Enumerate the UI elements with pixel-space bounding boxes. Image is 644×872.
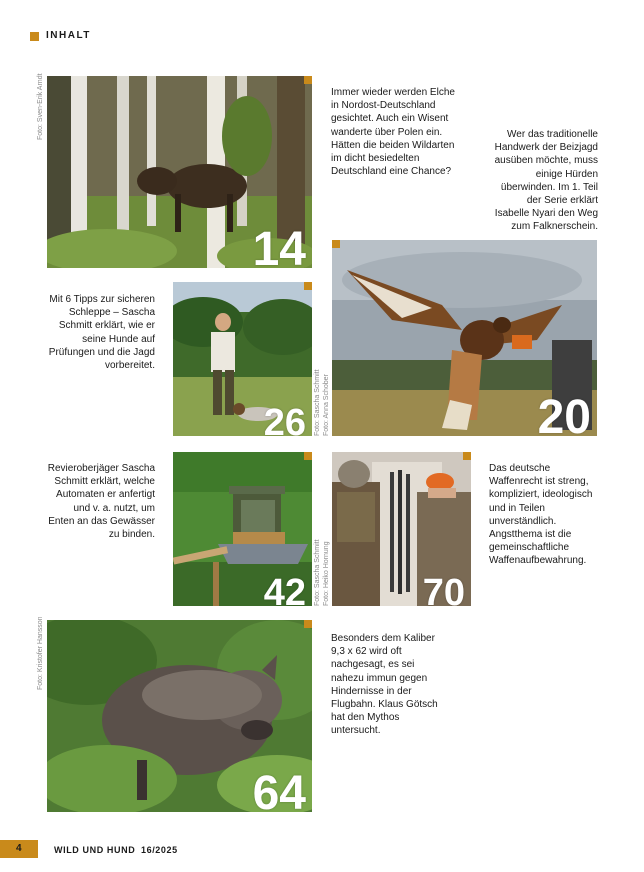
- teaser-line: überwinden. Im 1. Teil: [500, 181, 598, 193]
- teaser-line: wanderte über Polen ein.: [331, 126, 443, 138]
- photo-duck-feeder[interactable]: [173, 452, 312, 606]
- accent-corner: [304, 282, 312, 290]
- photo-gun-safe[interactable]: [332, 452, 471, 606]
- section-marker: [30, 32, 39, 41]
- teaser-line: Hätten die beiden Wildarten: [331, 139, 455, 151]
- teaser-line: und in Teilen: [489, 502, 545, 514]
- accent-corner: [332, 240, 340, 248]
- teaser-line: Prüfungen und die Jagd: [48, 346, 155, 358]
- teaser-line: einige Hürden: [535, 168, 598, 180]
- teaser-line: Isabelle Nyari den Weg: [494, 208, 598, 220]
- teaser-line: Mit 6 Tipps zur sicheren: [49, 294, 155, 305]
- teaser-line: Waffenrecht ist streng,: [489, 476, 589, 488]
- teaser-line: Schleppe – Sascha: [68, 307, 155, 319]
- accent-corner: [304, 452, 312, 460]
- footer-magazine-name: WILD UND HUND: [54, 845, 136, 855]
- teaser-line: zum Falknerschein.: [511, 221, 598, 233]
- article-teaser-42: [48, 462, 155, 541]
- article-teaser-20: [495, 128, 598, 234]
- footer-issue: 16/2025: [141, 845, 178, 855]
- page-number-20: 20: [537, 391, 591, 436]
- photo-credit: Foto: Sascha Schmitt: [314, 539, 321, 606]
- teaser-line: Besonders dem Kaliber: [331, 633, 435, 644]
- teaser-line: Automaten er anfertigt: [56, 489, 155, 501]
- teaser-line: und v. a. nutzt, um: [73, 502, 155, 514]
- teaser-line: Angstthema ist die: [489, 529, 572, 541]
- page-number-14: 14: [252, 223, 306, 268]
- teaser-line: in Nordost-Deutschland: [331, 100, 436, 112]
- photo-moose[interactable]: [47, 76, 312, 268]
- photo-wild-boar[interactable]: [47, 620, 312, 812]
- photo-credit: Foto: Anna Schober: [323, 374, 330, 436]
- page-number-26: 26: [263, 402, 306, 436]
- teaser-line: Deutschland eine Chance?: [331, 166, 452, 178]
- teaser-line: hat den Mythos: [331, 712, 400, 724]
- teaser-line: vorbereitet.: [104, 360, 155, 372]
- accent-corner: [304, 620, 312, 628]
- photo-credit: Foto: Kristofer Hansson: [37, 616, 44, 690]
- teaser-line: Handwerk der Beizjagd: [494, 142, 598, 154]
- teaser-line: untersucht.: [331, 725, 381, 737]
- footer-page-number: 4: [16, 843, 22, 854]
- teaser-line: Schmitt erklärt, wie er: [58, 320, 155, 332]
- teaser-line: unverständlich.: [489, 515, 557, 527]
- teaser-line: seine Hunde auf: [82, 333, 155, 345]
- teaser-line: nachgesagt, es sei: [331, 659, 415, 671]
- article-teaser-26: [49, 293, 155, 372]
- teaser-line: zu binden.: [108, 529, 155, 541]
- teaser-line: Wer das traditionelle: [507, 129, 598, 140]
- teaser-line: Immer wieder werden Elche: [331, 87, 455, 98]
- teaser-line: nahezu immun gegen: [331, 672, 428, 684]
- page-number-70: 70: [422, 572, 465, 606]
- section-title: INHALT: [46, 30, 91, 41]
- photo-credit: Foto: Heiko Hornung: [323, 541, 330, 606]
- article-teaser-64: [331, 632, 438, 738]
- photo-hawk[interactable]: [332, 240, 597, 436]
- teaser-line: Waffenaufbewahrung.: [489, 555, 587, 567]
- teaser-line: der Serie erklärt: [526, 195, 598, 207]
- teaser-line: Hindernisse in der: [331, 685, 412, 697]
- teaser-line: Schmitt erklärt, welche: [54, 476, 155, 488]
- teaser-line: Enten an das Gewässer: [48, 515, 155, 527]
- article-teaser-14: [331, 86, 455, 178]
- teaser-line: Das deutsche: [489, 463, 551, 474]
- article-teaser-70: [489, 462, 592, 568]
- page-number-42: 42: [263, 572, 306, 606]
- accent-corner: [304, 76, 312, 84]
- page-number-64: 64: [252, 767, 306, 812]
- teaser-line: gemeinschaftliche: [489, 542, 570, 554]
- teaser-line: ausüben möchte, muss: [494, 155, 598, 167]
- photo-credit: Foto: Sven-Erik Arndt: [37, 73, 44, 140]
- accent-corner: [463, 452, 471, 460]
- photo-credit: Foto: Sascha Schmitt: [314, 369, 321, 436]
- teaser-line: 9,3 x 62 wird oft: [331, 646, 402, 658]
- teaser-line: im dicht besiedelten: [331, 153, 420, 165]
- teaser-line: gesichtet. Auch ein Wisent: [331, 113, 449, 125]
- photo-hunter-dog[interactable]: [173, 282, 312, 436]
- teaser-line: Revieroberjäger Sascha: [47, 463, 155, 474]
- teaser-line: Flugbahn. Klaus Götsch: [331, 699, 438, 711]
- teaser-line: kompliziert, ideologisch: [489, 489, 593, 501]
